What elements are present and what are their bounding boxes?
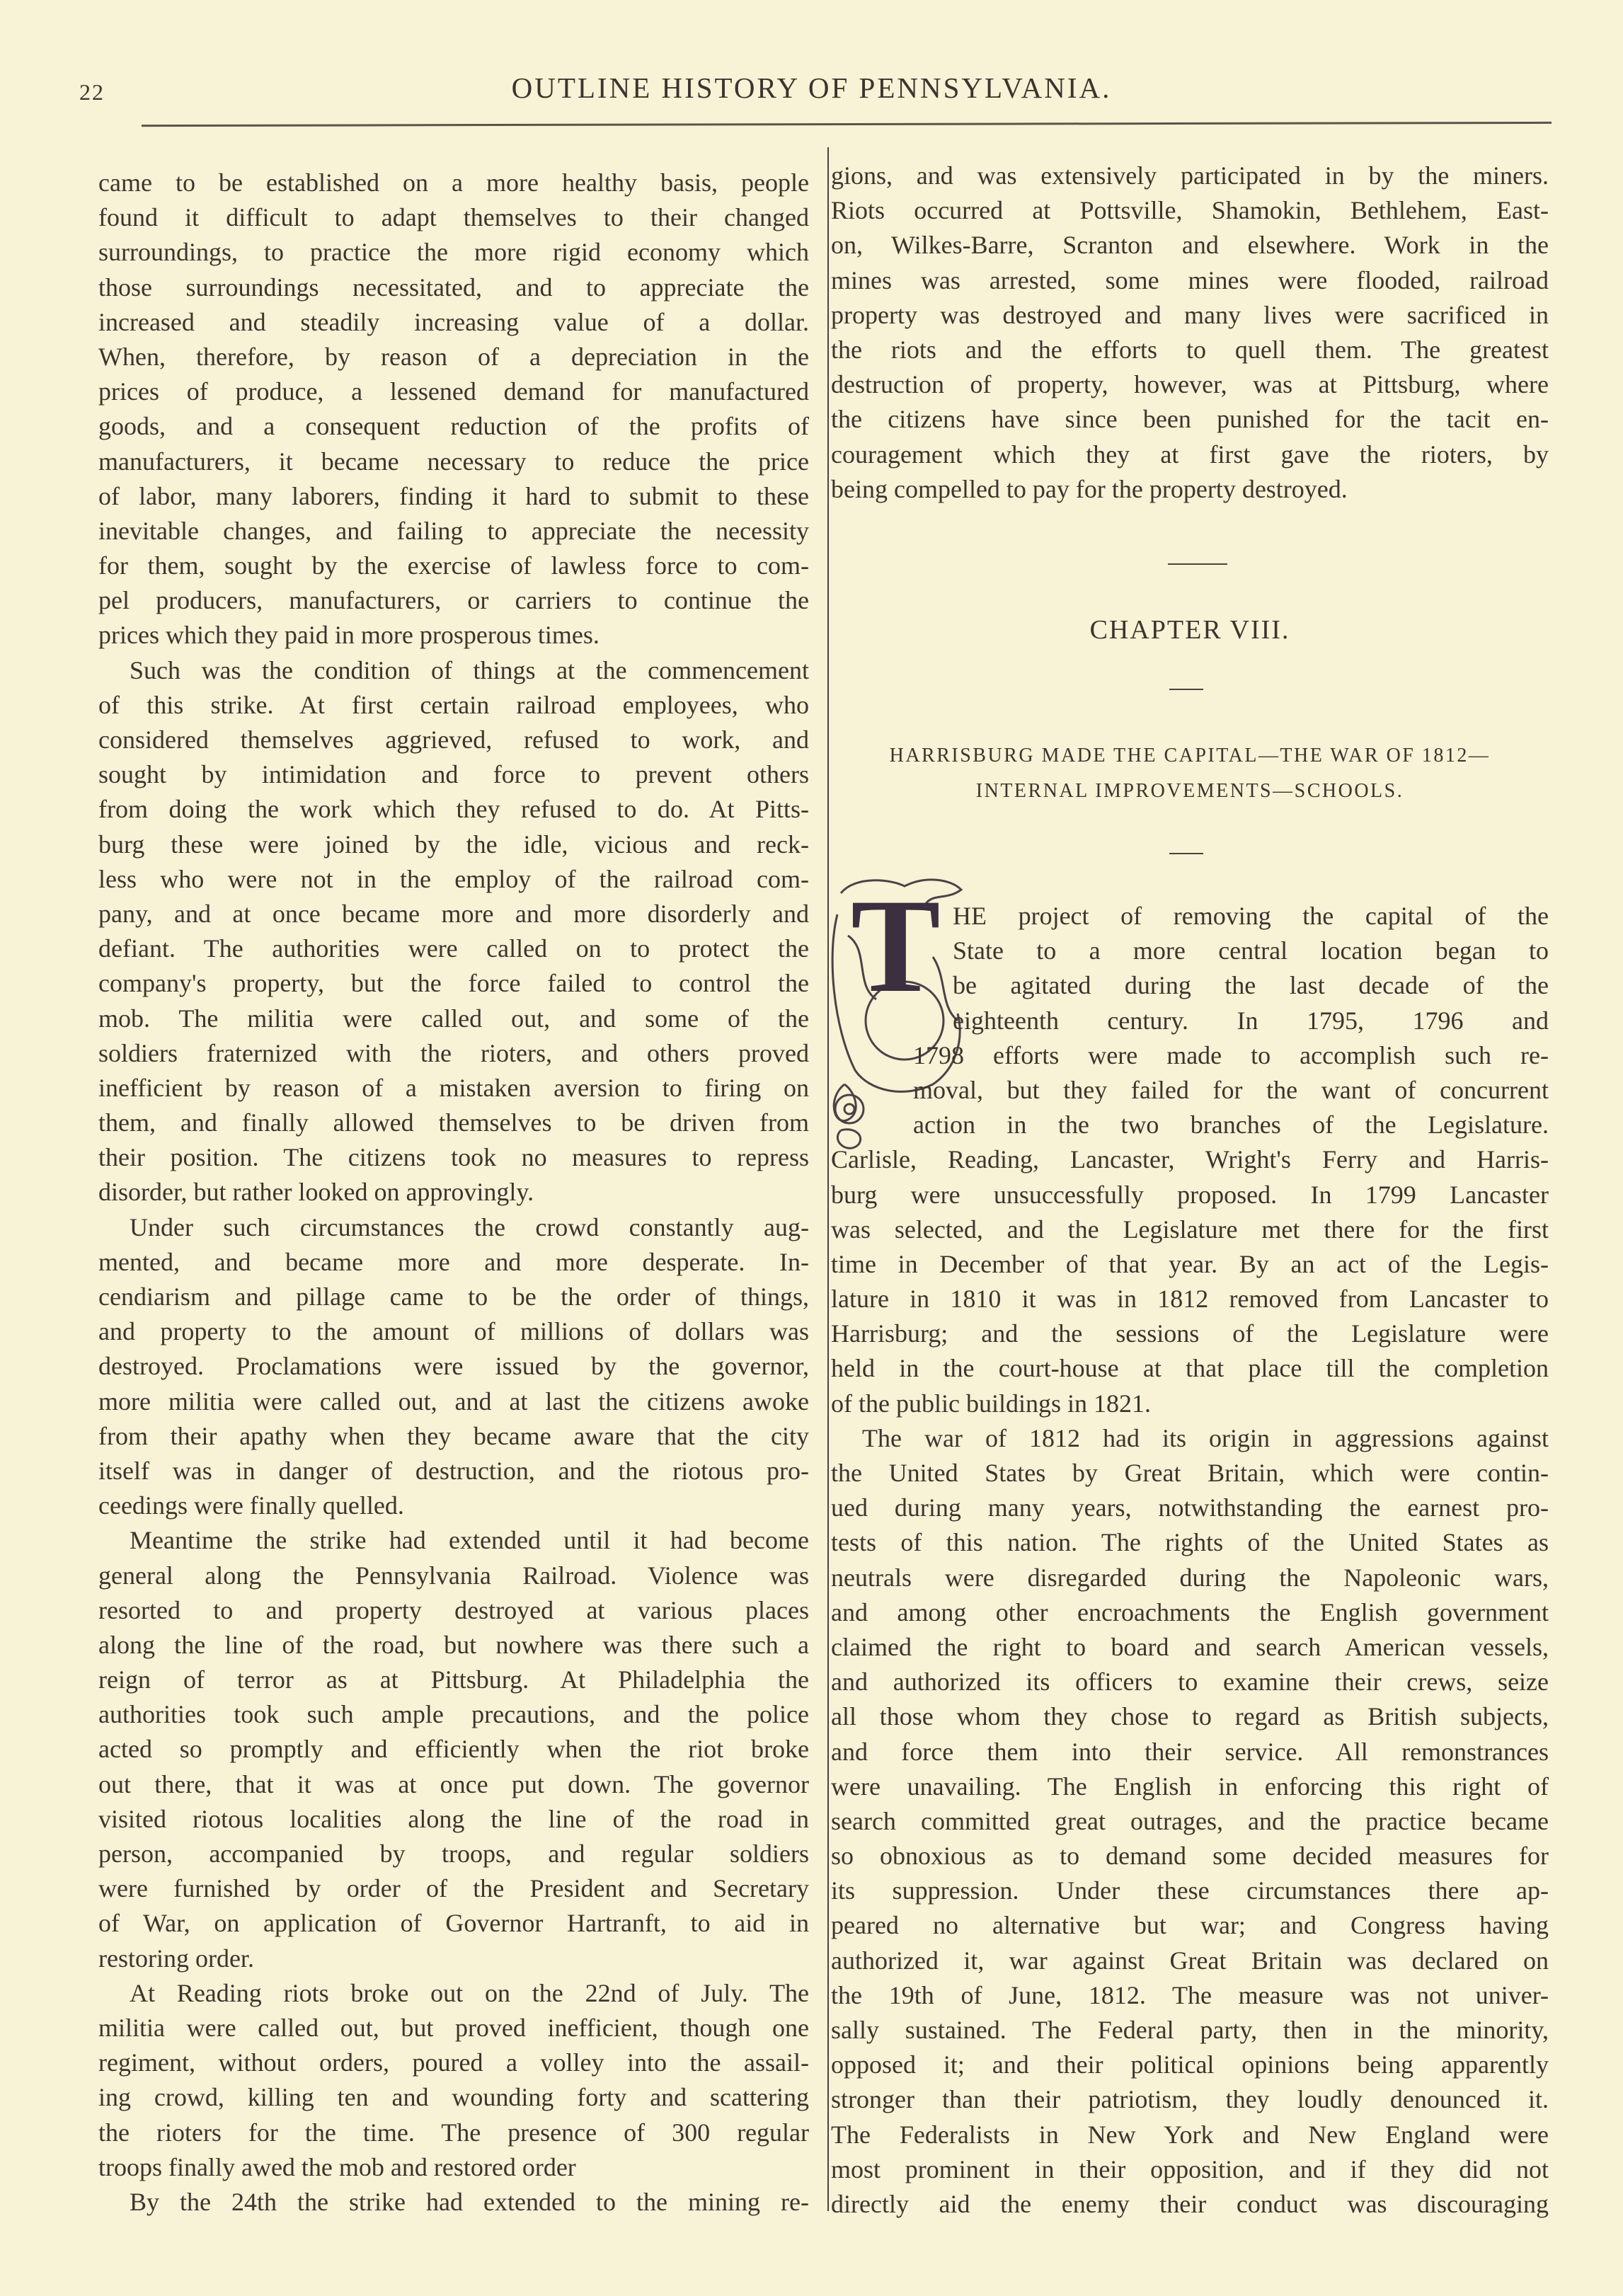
text-line: manufacturers, it became necessary to reduce the price (98, 447, 809, 476)
text-line: inefficient by reason of a mistaken aversion to firing on (98, 1073, 809, 1102)
column-divider (827, 147, 829, 2211)
text-line: those surroundings necessitated, and to appreciate the (98, 272, 809, 302)
text-line: militia were called out, but proved inefficient, though one (98, 2013, 809, 2042)
drop-cap-letter: T (851, 872, 941, 1021)
section-rule (1168, 563, 1227, 565)
text-line: of the public buildings in 1821. (831, 1389, 1151, 1418)
text-line: Under such circumstances the crowd constantly aug- (130, 1212, 809, 1241)
text-line: 1798 efforts were made to accomplish such re- (913, 1040, 1549, 1069)
text-line: person, accompanied by troops, and regular soldiers (98, 1839, 809, 1868)
text-line: prices which they paid in more prosperous times. (98, 621, 600, 650)
text-line: time in December of that year. By an act of the Legis- (831, 1249, 1549, 1278)
text-line: cendiarism and pillage came to be the order of things, (98, 1282, 809, 1311)
text-line: property was destroyed and many lives were sacrificed in (831, 300, 1549, 329)
text-line: burg were unsuccessfully proposed. In 1799 Lancaster (831, 1180, 1549, 1209)
text-line: regiment, without orders, poured a volley into the assail- (98, 2048, 809, 2077)
text-line: general along the Pennsylvania Railroad. Violence was (98, 1561, 809, 1590)
header-rule (142, 122, 1552, 127)
text-line: mines was arrested, some mines were flooded, railroad (831, 265, 1549, 294)
text-line: When, therefore, by reason of a depreciation in the (98, 342, 809, 371)
text-line: reign of terror as at Pittsburg. At Philadelphia the (98, 1665, 809, 1694)
text-line: on, Wilkes-Barre, Scranton and elsewhere. Work in the (831, 231, 1549, 260)
text-line: Such was the condition of things at the commencement (130, 655, 809, 684)
text-line: company's property, but the force failed to control the (98, 969, 809, 998)
text-line: surroundings, to practice the more rigid economy which (98, 238, 809, 267)
text-line: and authorized its officers to examine their crews, seize (831, 1668, 1549, 1697)
text-line: the United States by Great Britain, which were contin- (831, 1459, 1549, 1487)
text-line: its suppression. Under these circumstances there ap- (831, 1876, 1549, 1905)
text-line: of War, on application of Governor Hartranft, to aid in (98, 1909, 809, 1938)
text-line: being compelled to pay for the property destroyed. (831, 474, 1348, 503)
text-line: their position. The citizens took no measures to repress (98, 1143, 809, 1172)
paragraph (98, 653, 809, 1210)
text-line: destruction of property, however, was at Pittsburg, where (831, 370, 1549, 399)
text-line: and force them into their service. All remonstrances (831, 1737, 1549, 1766)
text-line: most prominent in their opposition, and if they did not (831, 2154, 1549, 2183)
text-line: itself was in danger of destruction, and the riotous pro- (98, 1456, 809, 1485)
paragraph (98, 1210, 809, 1524)
text-line: considered themselves aggrieved, refused to work, and (98, 725, 809, 754)
text-line: out there, that it was at once put down. The governor (98, 1769, 809, 1798)
chapter-title: CHAPTER VIII. (1089, 615, 1290, 645)
text-line: sally sustained. The Federal party, then in the minority, (831, 2016, 1549, 2044)
text-line: be agitated during the last decade of the (953, 971, 1549, 1000)
text-line: goods, and a consequent reduction of the profits of (98, 412, 809, 441)
text-line: the 19th of June, 1812. The measure was not univer- (831, 1980, 1549, 2009)
text-line: mented, and became more and more desperate. In- (98, 1247, 809, 1276)
text-line: the citizens have since been punished for the tacit en- (831, 405, 1549, 434)
text-line: soldiers fraternized with the rioters, and others proved (98, 1038, 809, 1067)
text-line: neutrals were disregarded during the Napoleonic wars, (831, 1563, 1549, 1592)
page-number: 22 (79, 79, 105, 105)
chapter-subtitle-line: HARRISBURG MADE THE CAPITAL—THE WAR OF 1812— (889, 745, 1491, 767)
text-line: pel producers, manufacturers, or carriers to continue the (98, 586, 809, 615)
paragraph (98, 1976, 809, 2185)
text-line: less who were not in the employ of the railroad com- (98, 864, 809, 893)
right-column-chapter-text (831, 899, 1549, 2222)
text-line: search committed great outrages, and the practice became (831, 1806, 1549, 1835)
text-line: prices of produce, a lessened demand for manufactured (98, 377, 809, 406)
text-line: Riots occurred at Pottsville, Shamokin, Bethlehem, East- (831, 196, 1549, 225)
text-line: Harrisburg; and the sessions of the Legislature were (831, 1319, 1549, 1348)
text-line: held in the court-house at that place till the completion (831, 1354, 1549, 1383)
text-line: eighteenth century. In 1795, 1796 and (953, 1006, 1549, 1035)
text-line: action in the two branches of the Legislature. (913, 1110, 1549, 1140)
text-line: Carlisle, Reading, Lancaster, Wright's Ferry and Harris- (831, 1145, 1549, 1174)
text-line: were unavailing. The English in enforcing this right of (831, 1772, 1549, 1801)
text-line: disorder, but rather looked on approvingly. (98, 1178, 534, 1207)
text-line: destroyed. Proclamations were issued by the governor, (98, 1352, 809, 1381)
text-line: resorted to and property destroyed at various places (98, 1595, 809, 1624)
text-line: troops finally awed the mob and restored order (98, 2152, 576, 2181)
text-line: The Federalists in New York and New England were (831, 2120, 1549, 2149)
text-line: By the 24th the strike had extended to the mining re- (130, 2187, 809, 2216)
subtitle-rule (1169, 853, 1203, 854)
text-line: inevitable changes, and failing to appreciate the necessity (98, 516, 809, 545)
text-line: were furnished by order of the President and Secretary (98, 1874, 809, 1903)
text-line: and among other encroachments the English government (831, 1597, 1549, 1626)
text-line: from doing the work which they refused to do. At Pitts- (98, 795, 809, 824)
text-line: of this strike. At first certain railroad employees, who (98, 690, 809, 719)
paragraph (831, 899, 1549, 1421)
text-line: gions, and was extensively participated in by the miners. (831, 161, 1549, 190)
text-line: authorities took such ample precautions, and the police (98, 1700, 809, 1729)
text-line: found it difficult to adapt themselves to their changed (98, 203, 809, 232)
right-column-top-paragraph (831, 159, 1549, 507)
text-line: the riots and the efforts to quell them. The greatest (831, 335, 1549, 364)
text-line: HE project of removing the capital of the (953, 902, 1549, 930)
text-line: ing crowd, killing ten and wounding forty and scattering (98, 2083, 809, 2112)
running-title: OUTLINE HISTORY OF PENNSYLVANIA. (511, 71, 1112, 104)
left-column (98, 166, 809, 2220)
paragraph (831, 1421, 1549, 2222)
text-line: increased and steadily increasing value of a dollar. (98, 307, 809, 336)
text-line: ceedings were finally quelled. (98, 1491, 404, 1520)
text-line: peared no alternative but war; and Congress having (831, 1911, 1549, 1940)
text-line: all those whom they chose to regard as British subjects, (831, 1702, 1549, 1731)
text-line: moval, but they failed for the want of concurrent (913, 1075, 1549, 1104)
text-line: Meantime the strike had extended until it had become (130, 1526, 809, 1555)
chapter-rule (1169, 689, 1203, 690)
text-line: defiant. The authorities were called on to protect the (98, 934, 809, 963)
text-line: directly aid the enemy their conduct was discouraging (831, 2189, 1549, 2218)
text-line: and property to the amount of millions of dollars was (98, 1317, 809, 1346)
text-line: from their apathy when they became aware that the city (98, 1421, 809, 1450)
paragraph (98, 1523, 809, 1975)
text-line: acted so promptly and efficiently when the riot broke (98, 1735, 809, 1764)
text-line: stronger than their patriotism, they loudly denounced it. (831, 2085, 1549, 2114)
text-line: tests of this nation. The rights of the United States as (831, 1528, 1549, 1557)
text-line: visited riotous localities along the line of the road in (98, 1804, 809, 1833)
text-line: of labor, many laborers, finding it hard to submit to these (98, 481, 809, 510)
chapter-subtitle-line: INTERNAL IMPROVEMENTS—SCHOOLS. (975, 780, 1404, 802)
text-line: lature in 1810 it was in 1812 removed from Lancaster to (831, 1285, 1549, 1314)
text-line: along the line of the road, but nowhere was there such a (98, 1630, 809, 1659)
text-line: claimed the right to board and search American vessels, (831, 1632, 1549, 1661)
text-line: burg these were joined by the idle, vicious and reck- (98, 830, 809, 859)
text-line: restoring order. (98, 1944, 254, 1973)
text-line: the rioters for the time. The presence of 300 regular (98, 2118, 809, 2147)
text-line: was selected, and the Legislature met there for the first (831, 1215, 1549, 1244)
text-line: sought by intimidation and force to prevent others (98, 760, 809, 789)
text-line: authorized it, war against Great Britain was declared on (831, 1946, 1549, 1975)
text-line: mob. The militia were called out, and some of the (98, 1004, 809, 1033)
text-line: came to be established on a more healthy basis, people (98, 168, 809, 197)
text-line: couragement which they at first gave the rioters, by (831, 440, 1549, 469)
paragraph (98, 2185, 809, 2220)
text-line: more militia were called out, and at last the citizens awoke (98, 1387, 809, 1416)
paragraph (98, 166, 809, 653)
text-line: opposed it; and their political opinions being apparently (831, 2050, 1549, 2079)
text-line: At Reading riots broke out on the 22nd of July. The (130, 1978, 809, 2007)
text-line: ued during many years, notwithstanding the earnest pro- (831, 1493, 1549, 1522)
text-line: State to a more central location began to (953, 936, 1549, 965)
text-line: for them, sought by the exercise of lawless force to com- (98, 551, 809, 580)
text-line: them, and finally allowed themselves to be driven from (98, 1108, 809, 1137)
text-line: pany, and at once became more and more disorderly and (98, 899, 809, 928)
text-line: The war of 1812 had its origin in aggressions against (862, 1423, 1549, 1452)
text-line: so obnoxious as to demand some decided measures for (831, 1842, 1549, 1871)
